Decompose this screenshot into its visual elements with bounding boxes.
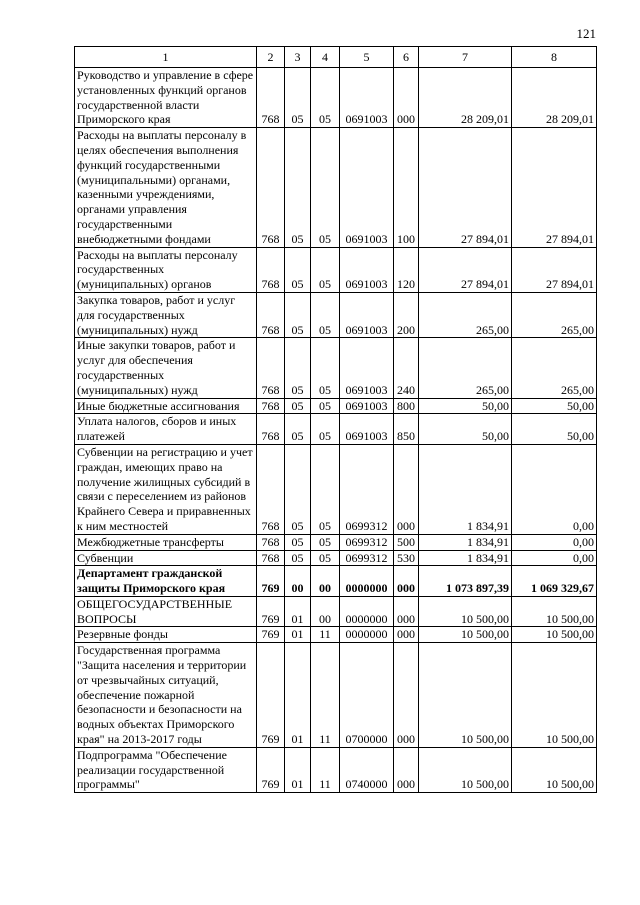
amount-col8-cell: 50,00	[512, 414, 597, 445]
ved-code-cell: 769	[257, 747, 285, 792]
expense-type-cell: 000	[394, 68, 419, 128]
row-name-cell: Резервные фонды	[75, 627, 257, 643]
row-name-cell: Департамент гражданской защиты Приморского края	[75, 566, 257, 597]
row-name-cell: Подпрограмма "Обеспечение реализации государственной программы"	[75, 747, 257, 792]
row-name-cell: Уплата налогов, сборов и иных платежей	[75, 414, 257, 445]
section-code-cell: 05	[285, 534, 311, 550]
section-code-cell: 01	[285, 747, 311, 792]
amount-col8-cell: 265,00	[512, 292, 597, 337]
amount-col8-cell: 10 500,00	[512, 747, 597, 792]
header-cell: 4	[311, 47, 340, 68]
amount-col8-cell: 1 069 329,67	[512, 566, 597, 597]
amount-col7-cell: 28 209,01	[419, 68, 512, 128]
table-row	[75, 68, 597, 128]
ved-code-cell: 768	[257, 292, 285, 337]
section-code-cell: 05	[285, 292, 311, 337]
table-row	[75, 128, 597, 247]
section-code-cell: 05	[285, 338, 311, 398]
table-row	[75, 398, 597, 414]
subsection-code-cell: 11	[311, 747, 340, 792]
expense-type-cell: 100	[394, 128, 419, 247]
target-article-cell: 0000000	[340, 627, 394, 643]
expense-type-cell: 000	[394, 566, 419, 597]
amount-col7-cell: 27 894,01	[419, 247, 512, 292]
ved-code-cell: 768	[257, 128, 285, 247]
subsection-code-cell: 05	[311, 68, 340, 128]
target-article-cell: 0691003	[340, 128, 394, 247]
amount-col7-cell: 1 834,91	[419, 444, 512, 534]
expense-type-cell: 000	[394, 627, 419, 643]
ved-code-cell: 768	[257, 534, 285, 550]
ved-code-cell: 769	[257, 643, 285, 748]
amount-col8-cell: 0,00	[512, 444, 597, 534]
amount-col8-cell: 0,00	[512, 534, 597, 550]
expense-type-cell: 240	[394, 338, 419, 398]
amount-col7-cell: 27 894,01	[419, 128, 512, 247]
table-row	[75, 414, 597, 445]
section-code-cell: 01	[285, 596, 311, 627]
section-code-cell: 05	[285, 398, 311, 414]
section-code-cell: 05	[285, 444, 311, 534]
amount-col7-cell: 50,00	[419, 398, 512, 414]
target-article-cell: 0699312	[340, 444, 394, 534]
row-name-cell: Руководство и управление в сфере установленных функций органов государственной власти Приморского края	[75, 68, 257, 128]
ved-code-cell: 768	[257, 444, 285, 534]
header-cell: 2	[257, 47, 285, 68]
amount-col8-cell: 28 209,01	[512, 68, 597, 128]
table-row	[75, 534, 597, 550]
section-code-cell: 05	[285, 550, 311, 566]
ved-code-cell: 768	[257, 338, 285, 398]
amount-col8-cell: 50,00	[512, 398, 597, 414]
target-article-cell: 0691003	[340, 398, 394, 414]
amount-col7-cell: 265,00	[419, 338, 512, 398]
amount-col7-cell: 50,00	[419, 414, 512, 445]
subsection-code-cell: 05	[311, 398, 340, 414]
header-cell: 3	[285, 47, 311, 68]
amount-col7-cell: 1 834,91	[419, 550, 512, 566]
amount-col8-cell: 27 894,01	[512, 247, 597, 292]
amount-col8-cell: 10 500,00	[512, 627, 597, 643]
section-code-cell: 01	[285, 643, 311, 748]
amount-col8-cell: 10 500,00	[512, 643, 597, 748]
target-article-cell: 0691003	[340, 292, 394, 337]
section-code-cell: 05	[285, 128, 311, 247]
expense-type-cell: 500	[394, 534, 419, 550]
amount-col7-cell: 10 500,00	[419, 627, 512, 643]
table-row	[75, 596, 597, 627]
table-row	[75, 747, 597, 792]
section-code-cell: 05	[285, 68, 311, 128]
amount-col8-cell: 27 894,01	[512, 128, 597, 247]
row-name-cell: Иные бюджетные ассигнования	[75, 398, 257, 414]
ved-code-cell: 769	[257, 566, 285, 597]
row-name-cell: Иные закупки товаров, работ и услуг для обеспечения государственных (муниципальных) нужд	[75, 338, 257, 398]
table-row	[75, 550, 597, 566]
ved-code-cell: 769	[257, 596, 285, 627]
table-row	[75, 292, 597, 337]
expense-type-cell: 000	[394, 643, 419, 748]
table-row	[75, 338, 597, 398]
row-name-cell: ОБЩЕГОСУДАРСТВЕННЫЕ ВОПРОСЫ	[75, 596, 257, 627]
row-name-cell: Субвенции	[75, 550, 257, 566]
amount-col7-cell: 1 073 897,39	[419, 566, 512, 597]
header-cell: 7	[419, 47, 512, 68]
amount-col7-cell: 10 500,00	[419, 596, 512, 627]
subsection-code-cell: 05	[311, 247, 340, 292]
amount-col7-cell: 10 500,00	[419, 747, 512, 792]
subsection-code-cell: 00	[311, 566, 340, 597]
subsection-code-cell: 05	[311, 414, 340, 445]
subsection-code-cell: 05	[311, 550, 340, 566]
expense-type-cell: 850	[394, 414, 419, 445]
amount-col7-cell: 10 500,00	[419, 643, 512, 748]
expense-type-cell: 530	[394, 550, 419, 566]
section-code-cell: 05	[285, 247, 311, 292]
header-cell: 5	[340, 47, 394, 68]
table-row	[75, 627, 597, 643]
row-name-cell: Субвенции на регистрацию и учет граждан, имеющих право на получение жилищных субсидий в связи с переселением из районов Крайнего Севера и приравненных к ним местностей	[75, 444, 257, 534]
target-article-cell: 0699312	[340, 534, 394, 550]
target-article-cell: 0700000	[340, 643, 394, 748]
header-cell: 1	[75, 47, 257, 68]
expense-type-cell: 000	[394, 444, 419, 534]
row-name-cell: Расходы на выплаты персоналу в целях обеспечения выполнения функций государственными (муниципальными) органами, казенными учреждениями, органами управления государственными внебюджетными фондами	[75, 128, 257, 247]
row-name-cell: Закупка товаров, работ и услуг для государственных (муниципальных) нужд	[75, 292, 257, 337]
page-number: 121	[576, 26, 596, 41]
subsection-code-cell: 05	[311, 338, 340, 398]
expense-type-cell: 120	[394, 247, 419, 292]
target-article-cell: 0740000	[340, 747, 394, 792]
target-article-cell: 0691003	[340, 338, 394, 398]
subsection-code-cell: 05	[311, 292, 340, 337]
subsection-code-cell: 05	[311, 534, 340, 550]
table-row	[75, 444, 597, 534]
row-name-cell: Государственная программа "Защита населения и территории от чрезвычайных ситуаций, обеспечение пожарной безопасности и безопасности на водных объектах Приморского края" на 2013-2017 годы	[75, 643, 257, 748]
subsection-code-cell: 11	[311, 627, 340, 643]
ved-code-cell: 768	[257, 414, 285, 445]
ved-code-cell: 768	[257, 398, 285, 414]
table-row	[75, 247, 597, 292]
ved-code-cell: 769	[257, 627, 285, 643]
amount-col7-cell: 265,00	[419, 292, 512, 337]
section-code-cell: 01	[285, 627, 311, 643]
subsection-code-cell: 11	[311, 643, 340, 748]
amount-col8-cell: 10 500,00	[512, 596, 597, 627]
target-article-cell: 0000000	[340, 596, 394, 627]
row-name-cell: Межбюджетные трансферты	[75, 534, 257, 550]
amount-col8-cell: 0,00	[512, 550, 597, 566]
target-article-cell: 0699312	[340, 550, 394, 566]
table-row	[75, 566, 597, 597]
ved-code-cell: 768	[257, 68, 285, 128]
target-article-cell: 0000000	[340, 566, 394, 597]
expense-type-cell: 000	[394, 747, 419, 792]
target-article-cell: 0691003	[340, 414, 394, 445]
header-cell: 8	[512, 47, 597, 68]
table-body	[75, 68, 597, 793]
subsection-code-cell: 05	[311, 128, 340, 247]
table-row	[75, 643, 597, 748]
subsection-code-cell: 00	[311, 596, 340, 627]
ved-code-cell: 768	[257, 247, 285, 292]
expense-type-cell: 200	[394, 292, 419, 337]
expense-type-cell: 000	[394, 596, 419, 627]
header-cell: 6	[394, 47, 419, 68]
row-name-cell: Расходы на выплаты персоналу государственных (муниципальных) органов	[75, 247, 257, 292]
subsection-code-cell: 05	[311, 444, 340, 534]
section-code-cell: 00	[285, 566, 311, 597]
target-article-cell: 0691003	[340, 247, 394, 292]
amount-col7-cell: 1 834,91	[419, 534, 512, 550]
ved-code-cell: 768	[257, 550, 285, 566]
expense-type-cell: 800	[394, 398, 419, 414]
section-code-cell: 05	[285, 414, 311, 445]
amount-col8-cell: 265,00	[512, 338, 597, 398]
target-article-cell: 0691003	[340, 68, 394, 128]
budget-table	[74, 46, 597, 793]
header-row	[75, 47, 597, 68]
